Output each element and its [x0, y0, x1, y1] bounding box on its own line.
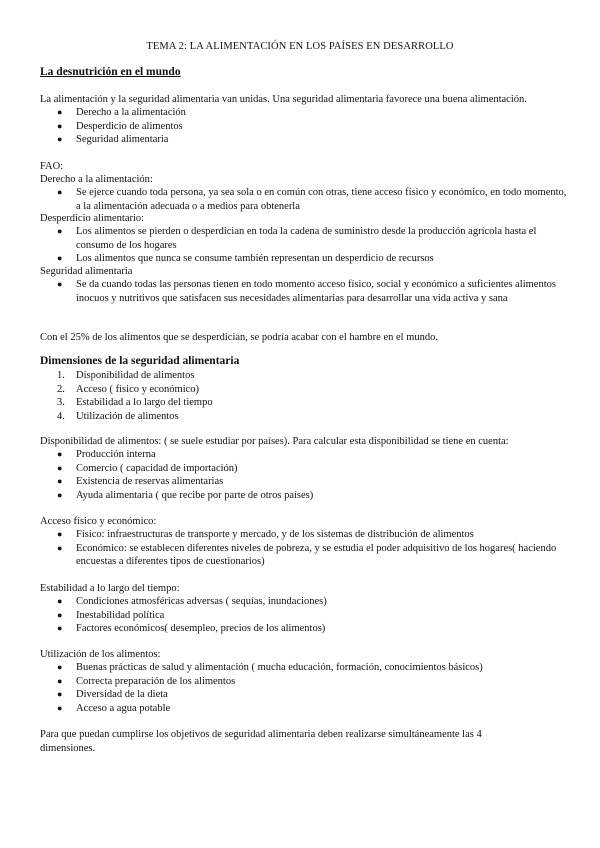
list-item: ● Inestabilidad política	[57, 609, 165, 621]
desperdicio-label: Desperdicio alimentario:	[40, 213, 145, 224]
seguridad-list	[40, 278, 570, 305]
dimensions-list	[40, 369, 570, 423]
bullet-icon: ●	[57, 689, 63, 699]
bullet-icon: ●	[57, 702, 63, 713]
list-item: ● Los alimentos que nunca se consume también representan un desperdicio de recursos	[57, 253, 434, 264]
list-item: ● Seguridad alimentaria	[57, 134, 169, 145]
list-item: ● Ayuda alimentaria ( que recibe por parte de otros países)	[57, 489, 314, 501]
bullet-icon: ●	[57, 662, 63, 672]
list-item: ● Diversidad de la dieta	[57, 689, 168, 700]
list-item: ● Condiciones atmosféricas adversas ( sequías, inundaciones)	[57, 596, 327, 607]
closing-paragraph: Para que puedan cumplirse los objetivos de seguridad alimentaria deben realizarse simultáneamente las 4 dimensiones.	[40, 729, 482, 754]
list-item: ● Producción interna	[57, 449, 156, 460]
list-item: ● Desperdicio de alimentos	[57, 120, 183, 132]
bullet-icon: ●	[57, 529, 63, 539]
list-item: ● Comercio ( capacidad de importación)	[57, 462, 238, 474]
estabilidad-label: Estabilidad a lo largo del tiempo:	[40, 583, 180, 594]
bullet-icon: ●	[57, 489, 63, 500]
bullet-icon: ●	[57, 134, 63, 144]
bullet-icon: ●	[57, 596, 63, 606]
list-item: 4. Utilización de alimentos	[57, 410, 179, 422]
bullet-icon: ●	[57, 542, 63, 553]
desperdicio-list	[40, 225, 570, 266]
intro-list	[40, 106, 570, 147]
list-item: ● Acceso a agua potable	[57, 702, 171, 714]
utilizacion-label: Utilización de los alimentos:	[40, 649, 161, 660]
percent-paragraph: Con el 25% de los alimentos que se desperdician, se podría acabar con el hambre en el mundo.	[40, 332, 438, 343]
section-heading-desnutricion: La desnutrición en el mundo	[40, 66, 181, 78]
section-heading-dimensiones: Dimensiones de la seguridad alimentaria	[40, 355, 240, 367]
bullet-icon: ●	[57, 476, 63, 486]
fao-label: FAO:	[40, 161, 64, 172]
disponibilidad-label: Disponibilidad de alimentos: ( se suele estudiar por países). Para calcular esta disponibilidad se tiene en cuenta:	[40, 436, 509, 447]
bullet-icon: ●	[57, 253, 63, 263]
acceso-label: Acceso físico y económico:	[40, 516, 157, 527]
utilizacion-list	[40, 661, 570, 715]
bullet-icon: ●	[57, 623, 63, 633]
bullet-icon: ●	[57, 226, 63, 236]
list-item: ● Los alimentos se pierden o desperdician en toda la cadena de suministro desde la producción agrícola hasta el consumo de los hogares	[57, 226, 537, 251]
list-item: 1. Disponibilidad de alimentos	[57, 370, 195, 381]
bullet-icon: ●	[57, 675, 63, 686]
list-item: ● Existencia de reservas alimentarias	[57, 476, 224, 487]
derecho-label: Derecho a la alimentación:	[40, 174, 153, 185]
derecho-list	[40, 186, 570, 213]
intro-paragraph: La alimentación y la seguridad alimentaria van unidas. Una seguridad alimentaria favorece una buena alimentación.	[40, 94, 527, 105]
disponibilidad-list	[40, 448, 570, 502]
list-item: 3. Estabilidad a lo largo del tiempo	[57, 397, 213, 408]
list-item: ● Se da cuando todas las personas tienen en todo momento acceso físico, social y económico a suficientes alimentos inocuos y nutritivos que satisfacen sus necesidades alimentarias para desarrollar una vida activa y sana	[57, 279, 556, 304]
list-item: ● Factores económicos( desempleo, precios de los alimentos)	[57, 623, 326, 634]
bullet-icon: ●	[57, 120, 63, 131]
document-title: TEMA 2: LA ALIMENTACIÓN EN LOS PAÍSES EN DESARROLLO	[146, 41, 454, 52]
estabilidad-list	[40, 595, 570, 636]
list-item: ● Buenas prácticas de salud y alimentación ( mucha educación, formación, conocimientos básicos)	[57, 662, 483, 673]
bullet-icon: ●	[57, 279, 63, 289]
bullet-icon: ●	[57, 609, 63, 620]
list-item: ● Correcta preparación de los alimentos	[57, 675, 236, 687]
seguridad-label: Seguridad alimentaria	[40, 266, 133, 277]
list-item: ● Derecho a la alimentación	[57, 107, 186, 118]
list-item: 2. Acceso ( físico y económico)	[57, 383, 200, 395]
bullet-icon: ●	[57, 187, 63, 197]
acceso-list	[40, 528, 570, 569]
list-item: ● Se ejerce cuando toda persona, ya sea sola o en común con otras, tiene acceso físico y económico, en todo momento, a la alimentación adecuada o a medios para obtenerla	[57, 187, 567, 212]
bullet-icon: ●	[57, 462, 63, 473]
bullet-icon: ●	[57, 449, 63, 459]
list-item: ● Físico: infraestructuras de transporte y mercado, y de los sistemas de distribución de alimentos	[57, 529, 474, 540]
bullet-icon: ●	[57, 107, 63, 117]
list-item: ● Económico: se establecen diferentes niveles de pobreza, y se estudia el poder adquisitivo de los hogares( haciendo encuestas a diferentes tipos de cuestionarios)	[57, 542, 557, 567]
